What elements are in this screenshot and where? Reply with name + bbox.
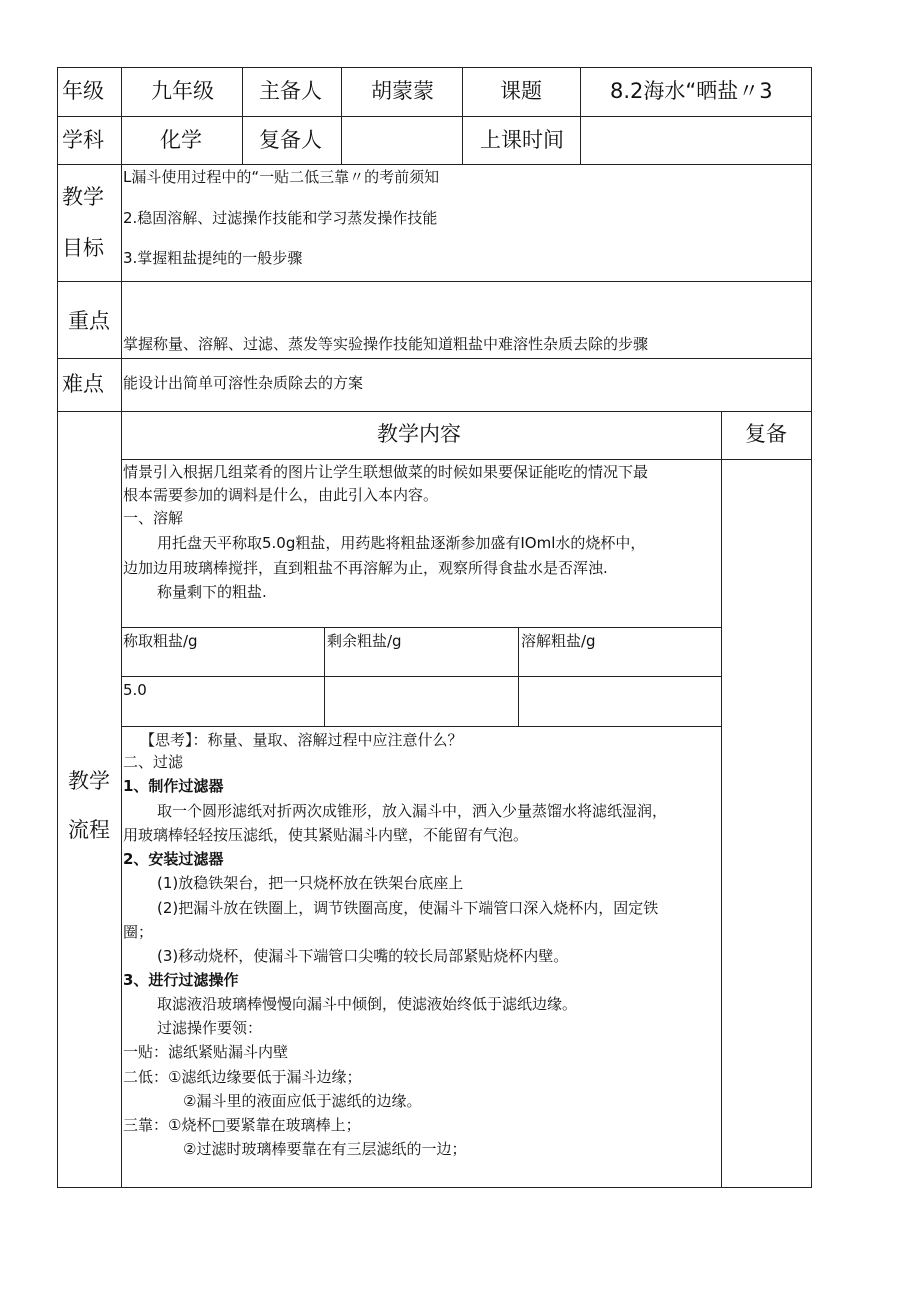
hline	[121, 726, 721, 727]
objective-item: 2.稳固溶解、过滤操作技能和学习蒸发操作技能	[123, 209, 438, 227]
grade-value: 九年级	[151, 79, 214, 103]
topic-label: 课题	[500, 79, 542, 103]
difficulty-label: 难点	[62, 372, 104, 396]
objective-item: 3.掌握粗盐提纯的一般步骤	[123, 249, 303, 267]
table-header-cell: 溶解粗盐/g	[521, 632, 596, 650]
vline	[462, 67, 463, 165]
process-label-line1: 教学	[68, 769, 110, 793]
difficulty-text: 能设计出简单可溶性杂质除去的方案	[123, 374, 364, 392]
topic-value: 8.2海水“晒盐〃3	[610, 79, 773, 103]
essentials-line: ②过滤时玻璃棒要靠在有三层滤纸的一边；	[183, 1140, 467, 1158]
lead-value: 胡蒙蒙	[371, 79, 434, 103]
hline	[57, 281, 812, 282]
hline	[121, 459, 812, 460]
content-header: 教学内容	[377, 422, 461, 446]
lead-label: 主备人	[259, 79, 322, 103]
intro-line: 根本需要参加的调料是什么，由此引入本内容。	[123, 486, 439, 504]
step2-line: (1)放稳铁架台，把一只烧杯放在铁架台底座上	[157, 874, 464, 892]
vline	[57, 67, 58, 1188]
dissolve-title: 一、溶解	[123, 509, 184, 527]
hline	[121, 627, 721, 628]
review-header: 复备	[745, 422, 787, 446]
key-point-label: 重点	[68, 309, 110, 333]
step1-line: 取一个圆形滤纸对折两次成锥形，放入漏斗中，洒入少量蒸馏水将滤纸湿润，	[157, 802, 668, 820]
hline	[57, 1187, 812, 1188]
vline	[811, 67, 812, 1188]
hline	[57, 116, 812, 117]
grade-label: 年级	[62, 79, 104, 103]
step1-title: 1、制作过滤器	[123, 777, 224, 795]
objectives-label-line2: 目标	[62, 236, 104, 260]
vline	[518, 627, 519, 727]
key-point-text: 掌握称量、溶解、过滤、蒸发等实验操作技能知道粗盐中难溶性杂质去除的步骤	[123, 335, 649, 353]
vline	[324, 627, 325, 727]
intro-line: 情景引入根据几组菜肴的图片让学生联想做菜的时候如果要保证能吃的情况下最	[123, 463, 649, 481]
time-label: 上课时间	[480, 128, 564, 152]
vline	[242, 67, 243, 165]
hline	[57, 358, 812, 359]
subject-label: 学科	[62, 128, 104, 152]
table-header-cell: 称取粗盐/g	[123, 632, 198, 650]
step3-title: 3、进行过滤操作	[123, 971, 239, 989]
co-label: 复备人	[259, 128, 322, 152]
essentials-line: 一贴：滤纸紧贴漏斗内壁	[123, 1043, 289, 1061]
step3-line: 取滤液沿玻璃棒慢慢向漏斗中倾倒，使滤液始终低于滤纸边缘。	[157, 995, 578, 1013]
table-header-cell: 剩余粗盐/g	[327, 632, 402, 650]
objective-item: L漏斗使用过程中的“一贴二低三靠〃的考前须知	[123, 168, 440, 186]
hline	[57, 67, 812, 68]
step2-line: (3)移动烧杯，使漏斗下端管口尖嘴的较长局部紧贴烧杯内壁。	[157, 947, 569, 965]
dissolve-line: 称量剩下的粗盐.	[157, 583, 267, 601]
hline	[121, 676, 721, 677]
essentials-title: 过滤操作要领：	[157, 1019, 263, 1037]
filter-title: 二、过滤	[123, 753, 184, 771]
vline	[341, 67, 342, 165]
essentials-line: ②漏斗里的液面应低于滤纸的边缘。	[183, 1092, 422, 1110]
vline	[721, 411, 722, 1188]
table-cell: 5.0	[123, 681, 147, 699]
step2-line: (2)把漏斗放在铁圈上，调节铁圈高度，使漏斗下端管口深入烧杯内，固定铁	[157, 899, 659, 917]
step2-title: 2、安装过滤器	[123, 850, 224, 868]
think-question: 【思考】：称量、量取、溶解过程中应注意什么？	[140, 731, 463, 749]
subject-value: 化学	[160, 128, 202, 152]
vline	[121, 67, 122, 1188]
dissolve-line: 用托盘天平称取5.0g粗盐，用药匙将粗盐逐渐参加盛有IOml水的烧杯中，	[157, 534, 646, 552]
hline	[57, 164, 812, 165]
essentials-line: 二低：①滤纸边缘要低于漏斗边缘；	[123, 1068, 362, 1086]
vline	[580, 67, 581, 165]
process-label-line2: 流程	[68, 818, 110, 842]
hline	[57, 411, 812, 412]
dissolve-line: 边加边用玻璃棒搅拌，直到粗盐不再溶解为止，观察所得食盐水是否浑浊.	[123, 559, 608, 577]
essentials-line: 三靠：①烧杯□要紧靠在玻璃棒上；	[123, 1116, 361, 1134]
step1-line: 用玻璃棒轻轻按压滤纸，使其紧贴漏斗内壁，不能留有气泡。	[123, 826, 529, 844]
objectives-label-line1: 教学	[62, 185, 104, 209]
step2-line: 圈；	[123, 923, 154, 941]
